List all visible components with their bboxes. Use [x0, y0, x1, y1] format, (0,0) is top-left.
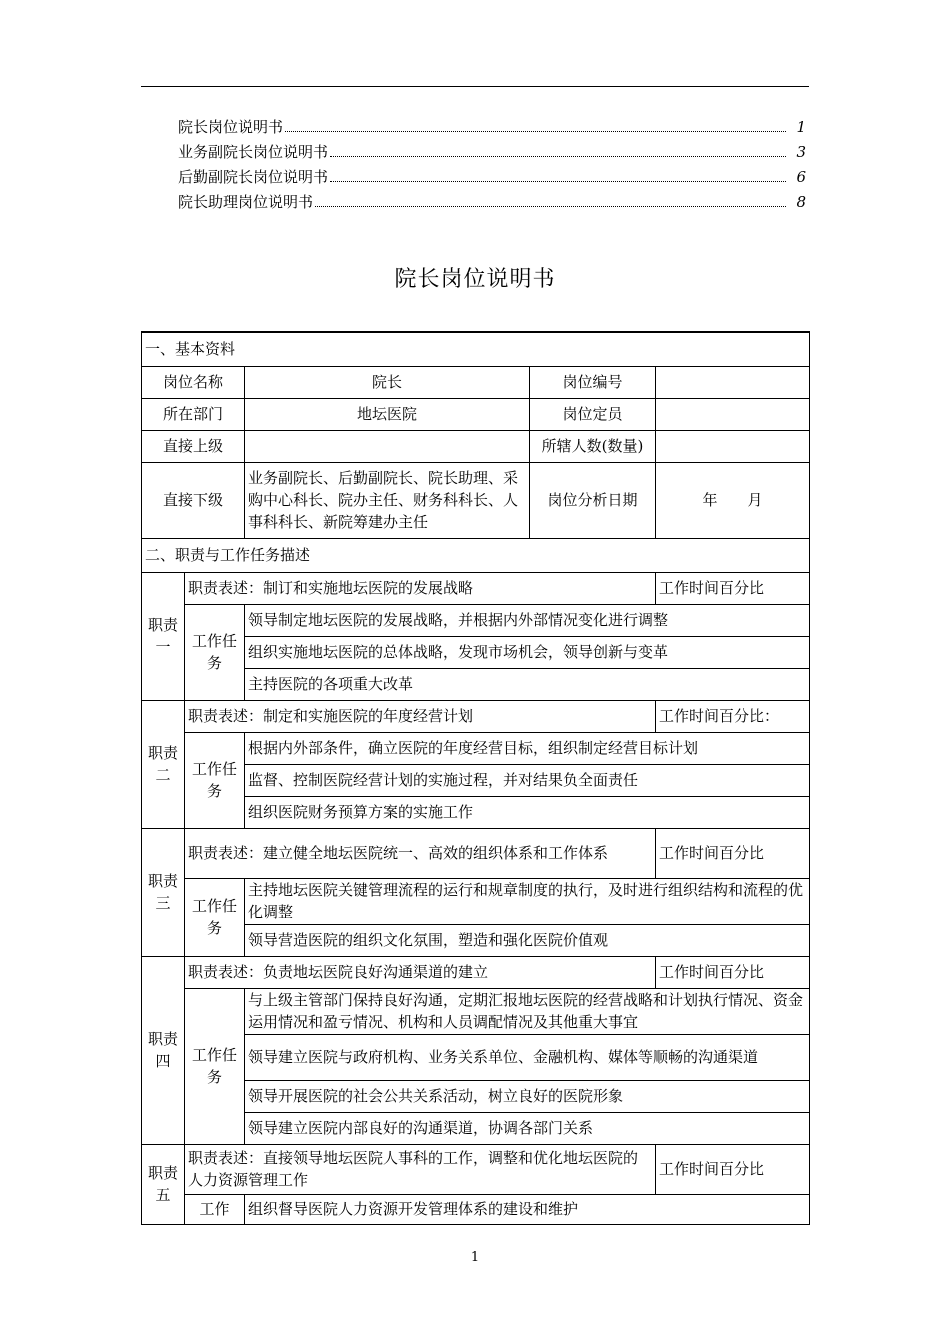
duty-label: 职责四: [142, 956, 185, 1144]
work-task-label: 工作: [185, 1194, 245, 1224]
subordinates-label: 直接下级: [142, 462, 245, 538]
toc-entry-page: 1: [796, 118, 806, 136]
quota-label: 岗位定员: [530, 398, 656, 430]
work-task-item: 领导开展医院的社会公共关系活动，树立良好的医院形象: [245, 1080, 810, 1112]
post-name-value: 院长: [245, 366, 530, 398]
work-task-item: 主持地坛医院关键管理流程的运行和规章制度的执行，及时进行组织结构和流程的优化调整: [245, 878, 810, 924]
work-task-item: 组织督导医院人力资源开发管理体系的建设和维护: [245, 1194, 810, 1224]
page-number: 1: [470, 1250, 480, 1265]
toc-entry-title[interactable]: 院长岗位说明书: [178, 118, 284, 136]
analysis-date-value: 年 月: [656, 462, 810, 538]
department-label: 所在部门: [142, 398, 245, 430]
work-task-item: 领导制定地坛医院的发展战略，并根据内外部情况变化进行调整: [245, 604, 810, 636]
duty-time-label: 工作时间百分比：: [656, 700, 810, 732]
toc-entry[interactable]: [178, 166, 806, 191]
duty-time-label: 工作时间百分比: [656, 1144, 810, 1194]
section-heading-basic: 一、基本资料: [142, 332, 810, 366]
toc-leader-dots: [285, 131, 786, 132]
superior-value: [245, 430, 530, 462]
post-name-label: 岗位名称: [142, 366, 245, 398]
work-task-item: 监督、控制医院经营计划的实施过程，并对结果负全面责任: [245, 764, 810, 796]
document-title: 院长岗位说明书: [394, 267, 556, 292]
duty-statement: 职责表述：制订和实施地坛医院的发展战略: [185, 572, 656, 604]
toc-entry-page: 6: [796, 168, 806, 186]
work-task-label: 工作任务: [185, 732, 245, 828]
work-task-item: 主持医院的各项重大改革: [245, 668, 810, 700]
toc-entry-page: 8: [796, 193, 806, 211]
duty-statement: 职责表述：负责地坛医院良好沟通渠道的建立: [185, 956, 656, 988]
post-code-label: 岗位编号: [530, 366, 656, 398]
job-description-table: [141, 331, 810, 1225]
table-of-contents: [178, 116, 806, 216]
duty-label: 职责五: [142, 1144, 185, 1224]
work-task-item: 组织实施地坛医院的总体战略，发现市场机会，领导创新与变革: [245, 636, 810, 668]
section-heading-duties: 二、职责与工作任务描述: [142, 538, 810, 572]
toc-leader-dots: [330, 181, 786, 182]
work-task-item: 根据内外部条件，确立医院的年度经营目标，组织制定经营目标计划: [245, 732, 810, 764]
toc-entry-title[interactable]: 后勤副院长岗位说明书: [178, 168, 329, 186]
header-rule: [141, 86, 809, 87]
duty-time-label: 工作时间百分比: [656, 956, 810, 988]
toc-entry-page: 3: [796, 143, 806, 161]
work-task-label: 工作任务: [185, 604, 245, 700]
duty-statement: 职责表述：制定和实施医院的年度经营计划: [185, 700, 656, 732]
subordinate-count-value: [656, 430, 810, 462]
work-task-item: 组织医院财务预算方案的实施工作: [245, 796, 810, 828]
work-task-label: 工作任务: [185, 878, 245, 956]
toc-entry[interactable]: [178, 116, 806, 141]
duty-statement: 职责表述：建立健全地坛医院统一、高效的组织体系和工作体系: [185, 828, 656, 878]
toc-leader-dots: [330, 156, 786, 157]
work-task-item: 领导建立医院与政府机构、业务关系单位、金融机构、媒体等顺畅的沟通渠道: [245, 1034, 810, 1080]
duty-label: 职责一: [142, 572, 185, 700]
work-task-item: 领导建立医院内部良好的沟通渠道，协调各部门关系: [245, 1112, 810, 1144]
toc-entry-title[interactable]: 业务副院长岗位说明书: [178, 143, 329, 161]
duty-label: 职责三: [142, 828, 185, 956]
toc-entry[interactable]: [178, 191, 806, 216]
work-task-label: 工作任务: [185, 988, 245, 1144]
superior-label: 直接上级: [142, 430, 245, 462]
duty-time-label: 工作时间百分比: [656, 572, 810, 604]
post-code-value: [656, 366, 810, 398]
subordinate-count-label: 所辖人数(数量): [530, 430, 656, 462]
subordinates-value: 业务副院长、后勤副院长、院长助理、采购中心科长、院办主任、财务科科长、人事科科长、新院筹建办主任: [245, 462, 530, 538]
toc-leader-dots: [315, 206, 786, 207]
work-task-item: 领导营造医院的组织文化氛围，塑造和强化医院价值观: [245, 924, 810, 956]
toc-entry[interactable]: [178, 141, 806, 166]
quota-value: [656, 398, 810, 430]
department-value: 地坛医院: [245, 398, 530, 430]
toc-entry-title[interactable]: 院长助理岗位说明书: [178, 193, 314, 211]
analysis-date-label: 岗位分析日期: [530, 462, 656, 538]
duty-time-label: 工作时间百分比: [656, 828, 810, 878]
duty-label: 职责二: [142, 700, 185, 828]
work-task-item: 与上级主管部门保持良好沟通，定期汇报地坛医院的经营战略和计划执行情况、资金运用情况和盈亏情况、机构和人员调配情况及其他重大事宜: [245, 988, 810, 1034]
duty-statement: 职责表述：直接领导地坛医院人事科的工作，调整和优化地坛医院的人力资源管理工作: [185, 1144, 656, 1194]
